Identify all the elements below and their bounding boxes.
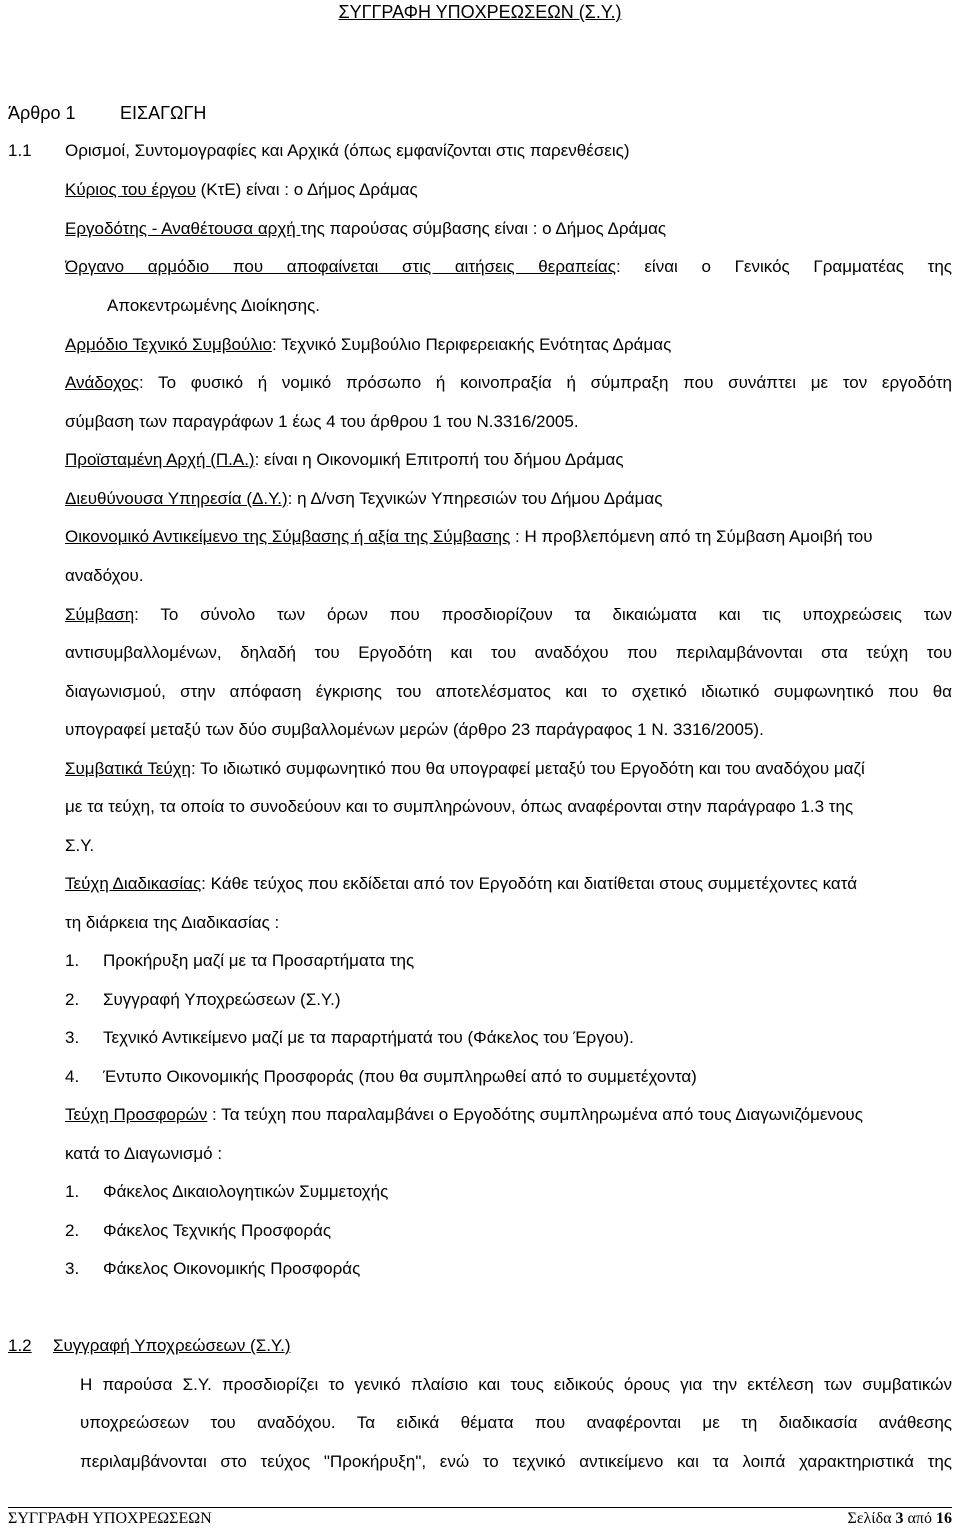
section-number: 1.1 xyxy=(8,141,32,160)
definition-text: : Το φυσικό ή νομικό πρόσωπο ή κοινοπραξία ή σύμπραξη που συνάπτει με τον εργοδότη xyxy=(138,373,952,392)
definition-contractor-cont: σύμβαση των παραγράφων 1 έως 4 του άρθρου 1 του Ν.3316/2005. xyxy=(65,412,579,431)
definition-text: : Τεχνικό Συμβούλιο Περιφερειακής Ενότητας Δράμας xyxy=(272,335,672,354)
list-item: 3. Τεχνικό Αντικείμενο μαζί με τα παραρτήματά του (Φάκελος του Έργου). xyxy=(65,1028,634,1047)
term: Εργοδότης - Αναθέτουσα αρχή xyxy=(65,219,301,238)
section-title: Ορισμοί, Συντομογραφίες και Αρχικά (όπως εμφανίζονται στις παρενθέσεις) xyxy=(65,141,630,160)
footer-title: ΣΥΓΓΡΑΦΗ ΥΠΟΧΡΕΩΣΕΩΝ xyxy=(8,1510,212,1527)
definition-text: της παρούσας σύμβασης είναι : ο Δήμος Δράμας xyxy=(300,219,667,238)
term: Τεύχη Διαδικασίας xyxy=(65,874,202,893)
list-item: 2. Συγγραφή Υποχρεώσεων (Σ.Υ.) xyxy=(65,990,341,1009)
definition-docs-cont: με τα τεύχη, τα οποία το συνοδεύουν και το συμπληρώνουν, όπως αναφέρονται στην παράγραφο 1.3 της xyxy=(65,797,854,816)
list-item: 1. Προκήρυξη μαζί με τα Προσαρτήματα της xyxy=(65,951,415,970)
definition-docs-cont: Σ.Υ. xyxy=(65,836,95,855)
definition-text: : Κάθε τεύχος που εκδίδεται από τον Εργοδότη και διατίθεται στους συμμετέχοντες κατά xyxy=(201,874,858,893)
list-item: 1. Φάκελος Δικαιολογητικών Συμμετοχής xyxy=(65,1182,389,1201)
definition-contract-cont: υπογραφεί μεταξύ των δύο συμβαλλομένων μερών (άρθρο 23 παράγραφος 1 Ν. 3316/2005). xyxy=(65,720,764,739)
definition-text: : είναι ο Γενικός Γραμματέας της xyxy=(615,257,952,276)
section-1-2-heading xyxy=(8,1335,952,1357)
definition-contract-cont: αντισυμβαλλομένων, δηλαδή του Εργοδότη και του αναδόχου που περιλαμβάνονται στα τεύχη του xyxy=(65,643,952,662)
term: Τεύχη Προσφορών xyxy=(65,1105,208,1124)
definition-text: : Τα τεύχη που παραλαμβάνει ο Εργοδότης συμπληρωμένα από τους Διαγωνιζόμενους xyxy=(207,1105,863,1124)
term: Προϊσταμένη Αρχή (Π.Α.) xyxy=(65,450,255,469)
definition-text: : Το ιδιωτικό συμφωνητικό που θα υπογραφεί μεταξύ του Εργοδότη και του αναδόχου μαζί xyxy=(191,759,865,778)
list-item: 2. Φάκελος Τεχνικής Προσφοράς xyxy=(65,1221,332,1240)
term: Όργανο αρμόδιο που αποφαίνεται στις αιτήσεις θεραπείας xyxy=(65,257,616,276)
definition-employer xyxy=(65,218,952,240)
section-1-2-text: Η παρούσα Σ.Υ. προσδιορίζει το γενικό πλαίσιο και τους ειδικούς όρους για την εκτέλεση των συμβατικών xyxy=(80,1375,952,1394)
term: Διευθύνουσα Υπηρεσία (Δ.Υ.) xyxy=(65,489,288,508)
definition-text: : Η προβλεπόμενη από τη Σύμβαση Αμοιβή του xyxy=(510,527,873,546)
term: Οικονομικό Αντικείμενο της Σύμβασης ή αξία της Σύμβασης xyxy=(65,527,511,546)
term: Σύμβαση xyxy=(65,605,135,624)
definition-offer-cont: κατά το Διαγωνισμό : xyxy=(65,1144,223,1163)
article-title: ΕΙΣΑΓΩΓΗ xyxy=(120,103,207,123)
article-number: Άρθρο 1 xyxy=(8,103,76,123)
definition-economic-cont: αναδόχου. xyxy=(65,566,144,585)
page-number: Σελίδα 3 από 16 xyxy=(847,1510,952,1527)
definition-proc-cont: τη διάρκεια της Διαδικασίας : xyxy=(65,913,280,932)
section-1-1-heading xyxy=(8,140,952,162)
page-footer xyxy=(8,1507,952,1526)
definition-contract xyxy=(65,604,952,626)
term: Ανάδοχος xyxy=(65,373,139,392)
term: Συμβατικά Τεύχη xyxy=(65,759,192,778)
definition-contractor xyxy=(65,372,952,394)
definition-dy xyxy=(65,488,952,510)
definition-proc xyxy=(65,873,952,895)
term: Κύριος του έργου xyxy=(65,180,196,199)
definition-text: (ΚτΕ) είναι : ο Δήμος Δράμας xyxy=(195,180,418,199)
section-title: Συγγραφή Υποχρεώσεων (Σ.Υ.) xyxy=(53,1336,291,1355)
term: Αρμόδιο Τεχνικό Συμβούλιο xyxy=(65,335,272,354)
definition-economic xyxy=(65,526,952,548)
list-item: 4. Έντυπο Οικονομικής Προσφοράς (που θα συμπληρωθεί από το συμμετέχοντα) xyxy=(65,1067,697,1086)
definition-pa xyxy=(65,449,952,471)
section-1-2-text: υποχρεώσεων του αναδόχου. Τα ειδικά θέματα που αναφέρονται με τη διαδικασία ανάθεσης xyxy=(80,1413,952,1432)
definition-contract-cont: διαγωνισμού, στην απόφαση έγκρισης του αποτελέσματος και το σχετικό ιδιωτικό συμφωνητικό που θα xyxy=(65,682,952,701)
definition-kte xyxy=(65,179,952,201)
page-title: ΣΥΓΓΡΑΦΗ ΥΠΟΧΡΕΩΣΕΩΝ (Σ.Υ.) xyxy=(338,2,622,22)
definition-offer xyxy=(65,1104,952,1126)
definition-text: : Το σύνολο των όρων που προσδιορίζουν τα δικαιώματα και τις υποχρεώσεις των xyxy=(134,605,952,624)
definition-council xyxy=(65,334,952,356)
definition-text: : η Δ/νση Τεχνικών Υπηρεσιών του Δήμου Δράμας xyxy=(287,489,663,508)
section-1-2-text: περιλαμβάνονται στο τεύχος "Προκήρυξη", ενώ το τεχνικό αντικείμενο και τα λοιπά χαρακτηριστικά της xyxy=(80,1452,952,1471)
list-item: 3. Φάκελος Οικονομικής Προσφοράς xyxy=(65,1259,361,1278)
definition-docs xyxy=(65,758,952,780)
section-number: 1.2 xyxy=(8,1336,32,1355)
definition-text: : είναι η Οικονομική Επιτροπή του δήμου Δράμας xyxy=(254,450,624,469)
definition-organ xyxy=(65,256,952,278)
definition-organ-cont: Αποκεντρωμένης Διοίκησης. xyxy=(107,296,321,315)
article-heading xyxy=(8,103,206,124)
